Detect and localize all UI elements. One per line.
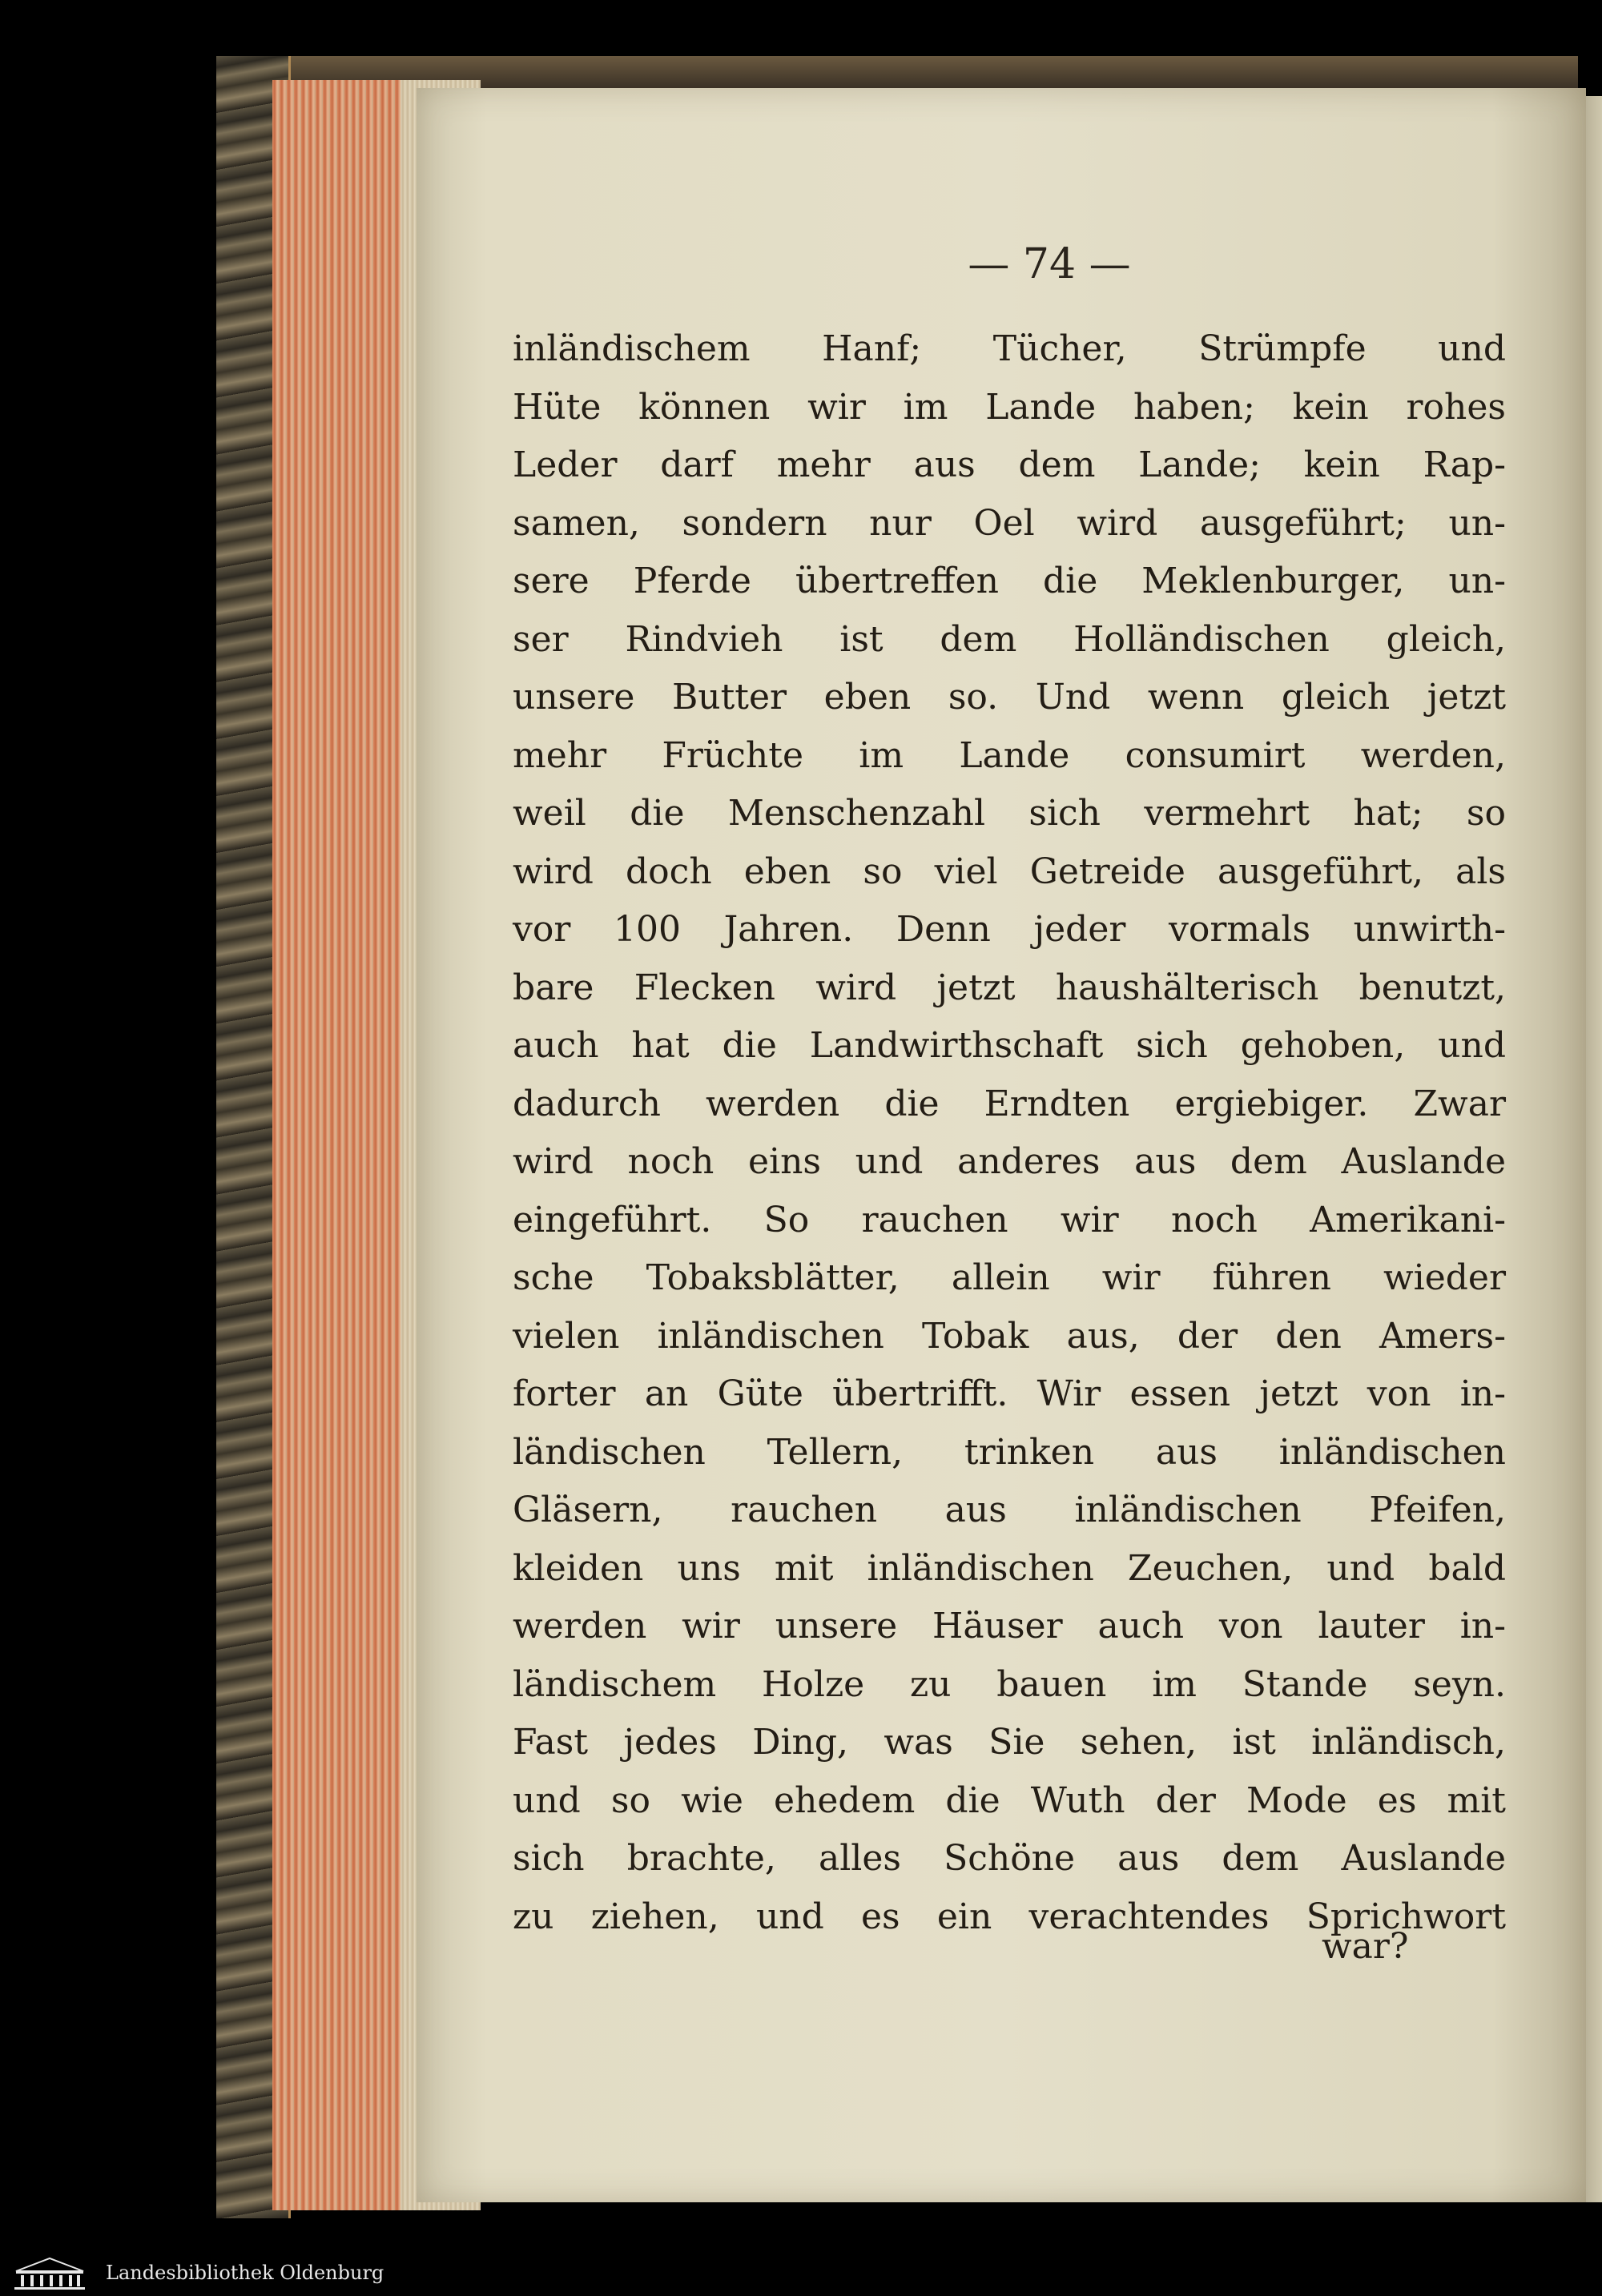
text-line: unsere Butter eben so. Und wenn gleich jetzt <box>513 677 1506 718</box>
text-line: kleiden uns mit inländischen Zeuchen, und bald <box>513 1547 1506 1589</box>
text-line: inländischem Hanf; Tücher, Strümpfe und <box>513 328 1506 369</box>
text-line: zu ziehen, und es ein verachtendes Sprichwort <box>513 1896 1506 1937</box>
text-line: wird doch eben so viel Getreide ausgeführt, als <box>513 850 1506 892</box>
text-line: eingeführt. So rauchen wir noch Amerikani- <box>513 1199 1506 1240</box>
text-line: Fast jedes Ding, was Sie sehen, ist inländisch, <box>513 1722 1506 1763</box>
library-building-icon <box>10 2257 90 2290</box>
text-line: forter an Güte übertrifft. Wir essen jetzt von in- <box>513 1373 1506 1414</box>
text-line: sich brachte, alles Schöne aus dem Auslande <box>513 1838 1506 1879</box>
text-line: ländischen Tellern, trinken aus inländischen <box>513 1431 1506 1473</box>
text-line: bare Flecken wird jetzt haushälterisch benutzt, <box>513 967 1506 1008</box>
text-line: Gläsern, rauchen aus inländischen Pfeifen, <box>513 1490 1506 1530</box>
text-line: Leder darf mehr aus dem Lande; kein Rap- <box>513 444 1506 485</box>
text-line: wird noch eins und anderes aus dem Auslande <box>513 1141 1506 1182</box>
library-name: Landesbibliothek Oldenburg <box>106 2262 384 2284</box>
text-line: auch hat die Landwirthschaft sich gehoben, und <box>513 1025 1506 1066</box>
page-text <box>513 320 1506 1946</box>
text-line: dadurch werden die Erndten ergiebiger. Zwar <box>513 1083 1506 1124</box>
text-line: und so wie ehedem die Wuth der Mode es mit <box>513 1779 1506 1821</box>
text-line: werden wir unsere Häuser auch von lauter in- <box>513 1606 1506 1647</box>
footer-bar <box>0 2250 1602 2296</box>
text-line: sere Pferde übertreffen die Meklenburger, un- <box>513 561 1506 601</box>
text-line: samen, sondern nur Oel wird ausgeführt; un- <box>513 502 1506 544</box>
text-line: sche Tobaksblätter, allein wir führen wieder <box>513 1257 1506 1298</box>
text-line: Hüte können wir im Lande haben; kein rohes <box>513 386 1506 428</box>
text-line: vielen inländischen Tobak aus, der den Amers- <box>513 1315 1506 1357</box>
catchword: war? <box>1322 1926 1409 1967</box>
text-line: ser Rindvieh ist dem Holländischen gleich, <box>513 618 1506 660</box>
text-line: weil die Menschenzahl sich vermehrt hat; so <box>513 793 1506 834</box>
text-line: ländischem Holze zu bauen im Stande seyn. <box>513 1663 1506 1705</box>
page-number: — 74 — <box>968 240 1131 288</box>
text-line: vor 100 Jahren. Denn jeder vormals unwirth- <box>513 909 1506 950</box>
text-line: mehr Früchte im Lande consumirt werden, <box>513 734 1506 776</box>
